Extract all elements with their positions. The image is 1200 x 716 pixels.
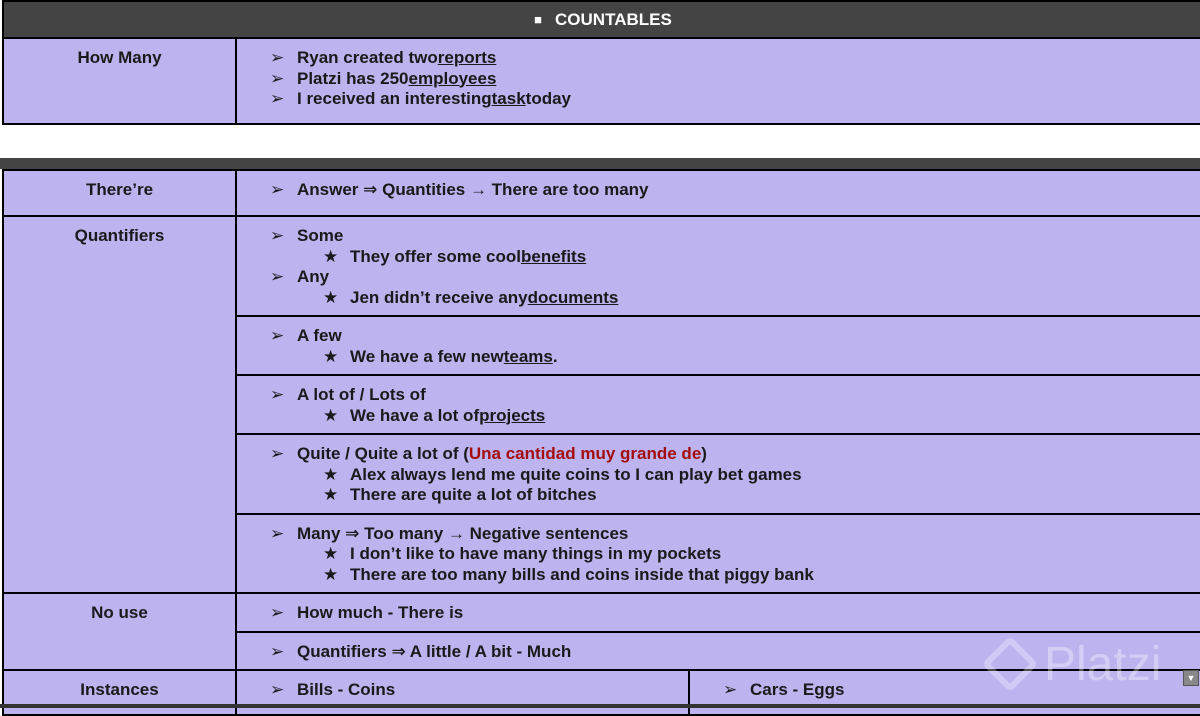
row-label-how-many: How Many [3, 38, 236, 124]
spanish-translation: Una cantidad muy grande de [468, 444, 702, 463]
star-bullet-icon: ★ [323, 544, 339, 563]
example-item: ★ They offer some cool benefits [323, 246, 587, 266]
list-item: ➢ Quantifiers ⇒ A little / A bit - Much [270, 641, 572, 661]
quantifier-some-any-cell [236, 216, 1200, 316]
row-label-instances: Instances [3, 670, 236, 715]
arrow-bullet-icon: ➢ [270, 444, 285, 463]
arrow-bullet-icon: ➢ [270, 226, 285, 245]
star-bullet-icon: ★ [323, 346, 339, 366]
quantifier-quite-cell [236, 434, 1200, 514]
arrow-bullet-icon: ➢ [270, 523, 285, 543]
arrow-bullet-icon: ➢ [270, 48, 285, 67]
example-item: ★ Jen didn’t receive any documents [323, 287, 619, 307]
list-item: ➢ Answer ⇒ Quantities → There are too many [270, 180, 649, 199]
arrow-bullet-icon: ➢ [270, 680, 285, 699]
quantifier-a-few-cell [236, 316, 1200, 375]
no-use-cell-1 [236, 593, 1200, 632]
example-item: ★ There are quite a lot of bitches [323, 485, 597, 504]
arrow-bullet-icon: ➢ [270, 89, 285, 108]
list-item: ➢ I received an interesting task today [270, 89, 572, 108]
star-bullet-icon: ★ [323, 405, 339, 425]
example-item: ★ There are too many bills and coins inside that piggy bank [323, 564, 814, 584]
countables-table [2, 0, 1200, 125]
row-label-therere: There’re [3, 170, 236, 216]
no-use-cell-2 [236, 632, 1200, 671]
list-item: ➢ Quite / Quite a lot of ( Una cantidad muy grande de ) [270, 444, 707, 463]
square-bullet-icon: ■ [534, 11, 543, 27]
star-bullet-icon: ★ [323, 485, 339, 504]
list-item: ➢ Some [270, 226, 344, 245]
arrow-bullet-icon: ➢ [270, 326, 285, 345]
arrow-bullet-icon: ➢ [270, 267, 285, 286]
scroll-down-icon[interactable]: ▼ [1183, 670, 1199, 686]
list-item: ➢ A few [270, 326, 342, 345]
example-item: ★ We have a few new teams . [323, 346, 558, 366]
arrow-bullet-icon: ➢ [723, 680, 738, 699]
example-item: ★ We have a lot of projects [323, 405, 546, 425]
row-label-no-use: No use [3, 593, 236, 670]
bottom-border [0, 704, 1200, 708]
table-header [3, 1, 1200, 38]
arrow-bullet-icon: ➢ [270, 641, 285, 661]
list-item: ➢ Any [270, 267, 330, 286]
uncountables-table [2, 169, 1200, 716]
example-item: ★ Alex always lend me quite coins to I can play bet games [323, 464, 802, 484]
arrow-bullet-icon: ➢ [270, 68, 285, 88]
therere-cell [236, 170, 1200, 216]
list-item: ➢ Platzi has 250 employees [270, 68, 497, 88]
platzi-watermark: Platzi [990, 634, 1200, 694]
list-item: ➢ Many ⇒ Too many → Negative sentences [270, 523, 629, 543]
row-label-quantifiers: Quantifiers [3, 216, 236, 593]
list-item: ➢ Bills - Coins [270, 680, 396, 699]
list-item: ➢ Cars - Eggs [723, 680, 845, 699]
arrow-bullet-icon: ➢ [270, 180, 285, 199]
quantifier-many-cell [236, 514, 1200, 594]
header-title: COUNTABLES [555, 9, 672, 29]
star-bullet-icon: ★ [323, 246, 339, 266]
list-item: ➢ How much - There is [270, 603, 464, 622]
star-bullet-icon: ★ [323, 464, 339, 484]
arrow-bullet-icon: ➢ [270, 603, 285, 622]
list-item: ➢ A lot of / Lots of [270, 385, 426, 404]
instances-cell-2 [689, 670, 1200, 715]
arrow-bullet-icon: ➢ [270, 385, 285, 404]
star-bullet-icon: ★ [323, 564, 339, 584]
quantifier-a-lot-cell [236, 375, 1200, 434]
star-bullet-icon: ★ [323, 287, 339, 307]
section-divider [0, 158, 1200, 169]
instances-cell-1 [236, 670, 689, 715]
how-many-cell [236, 38, 1200, 124]
example-item: ★ I don’t like to have many things in my pockets [323, 544, 722, 563]
list-item: ➢ Ryan created two reports [270, 48, 497, 67]
